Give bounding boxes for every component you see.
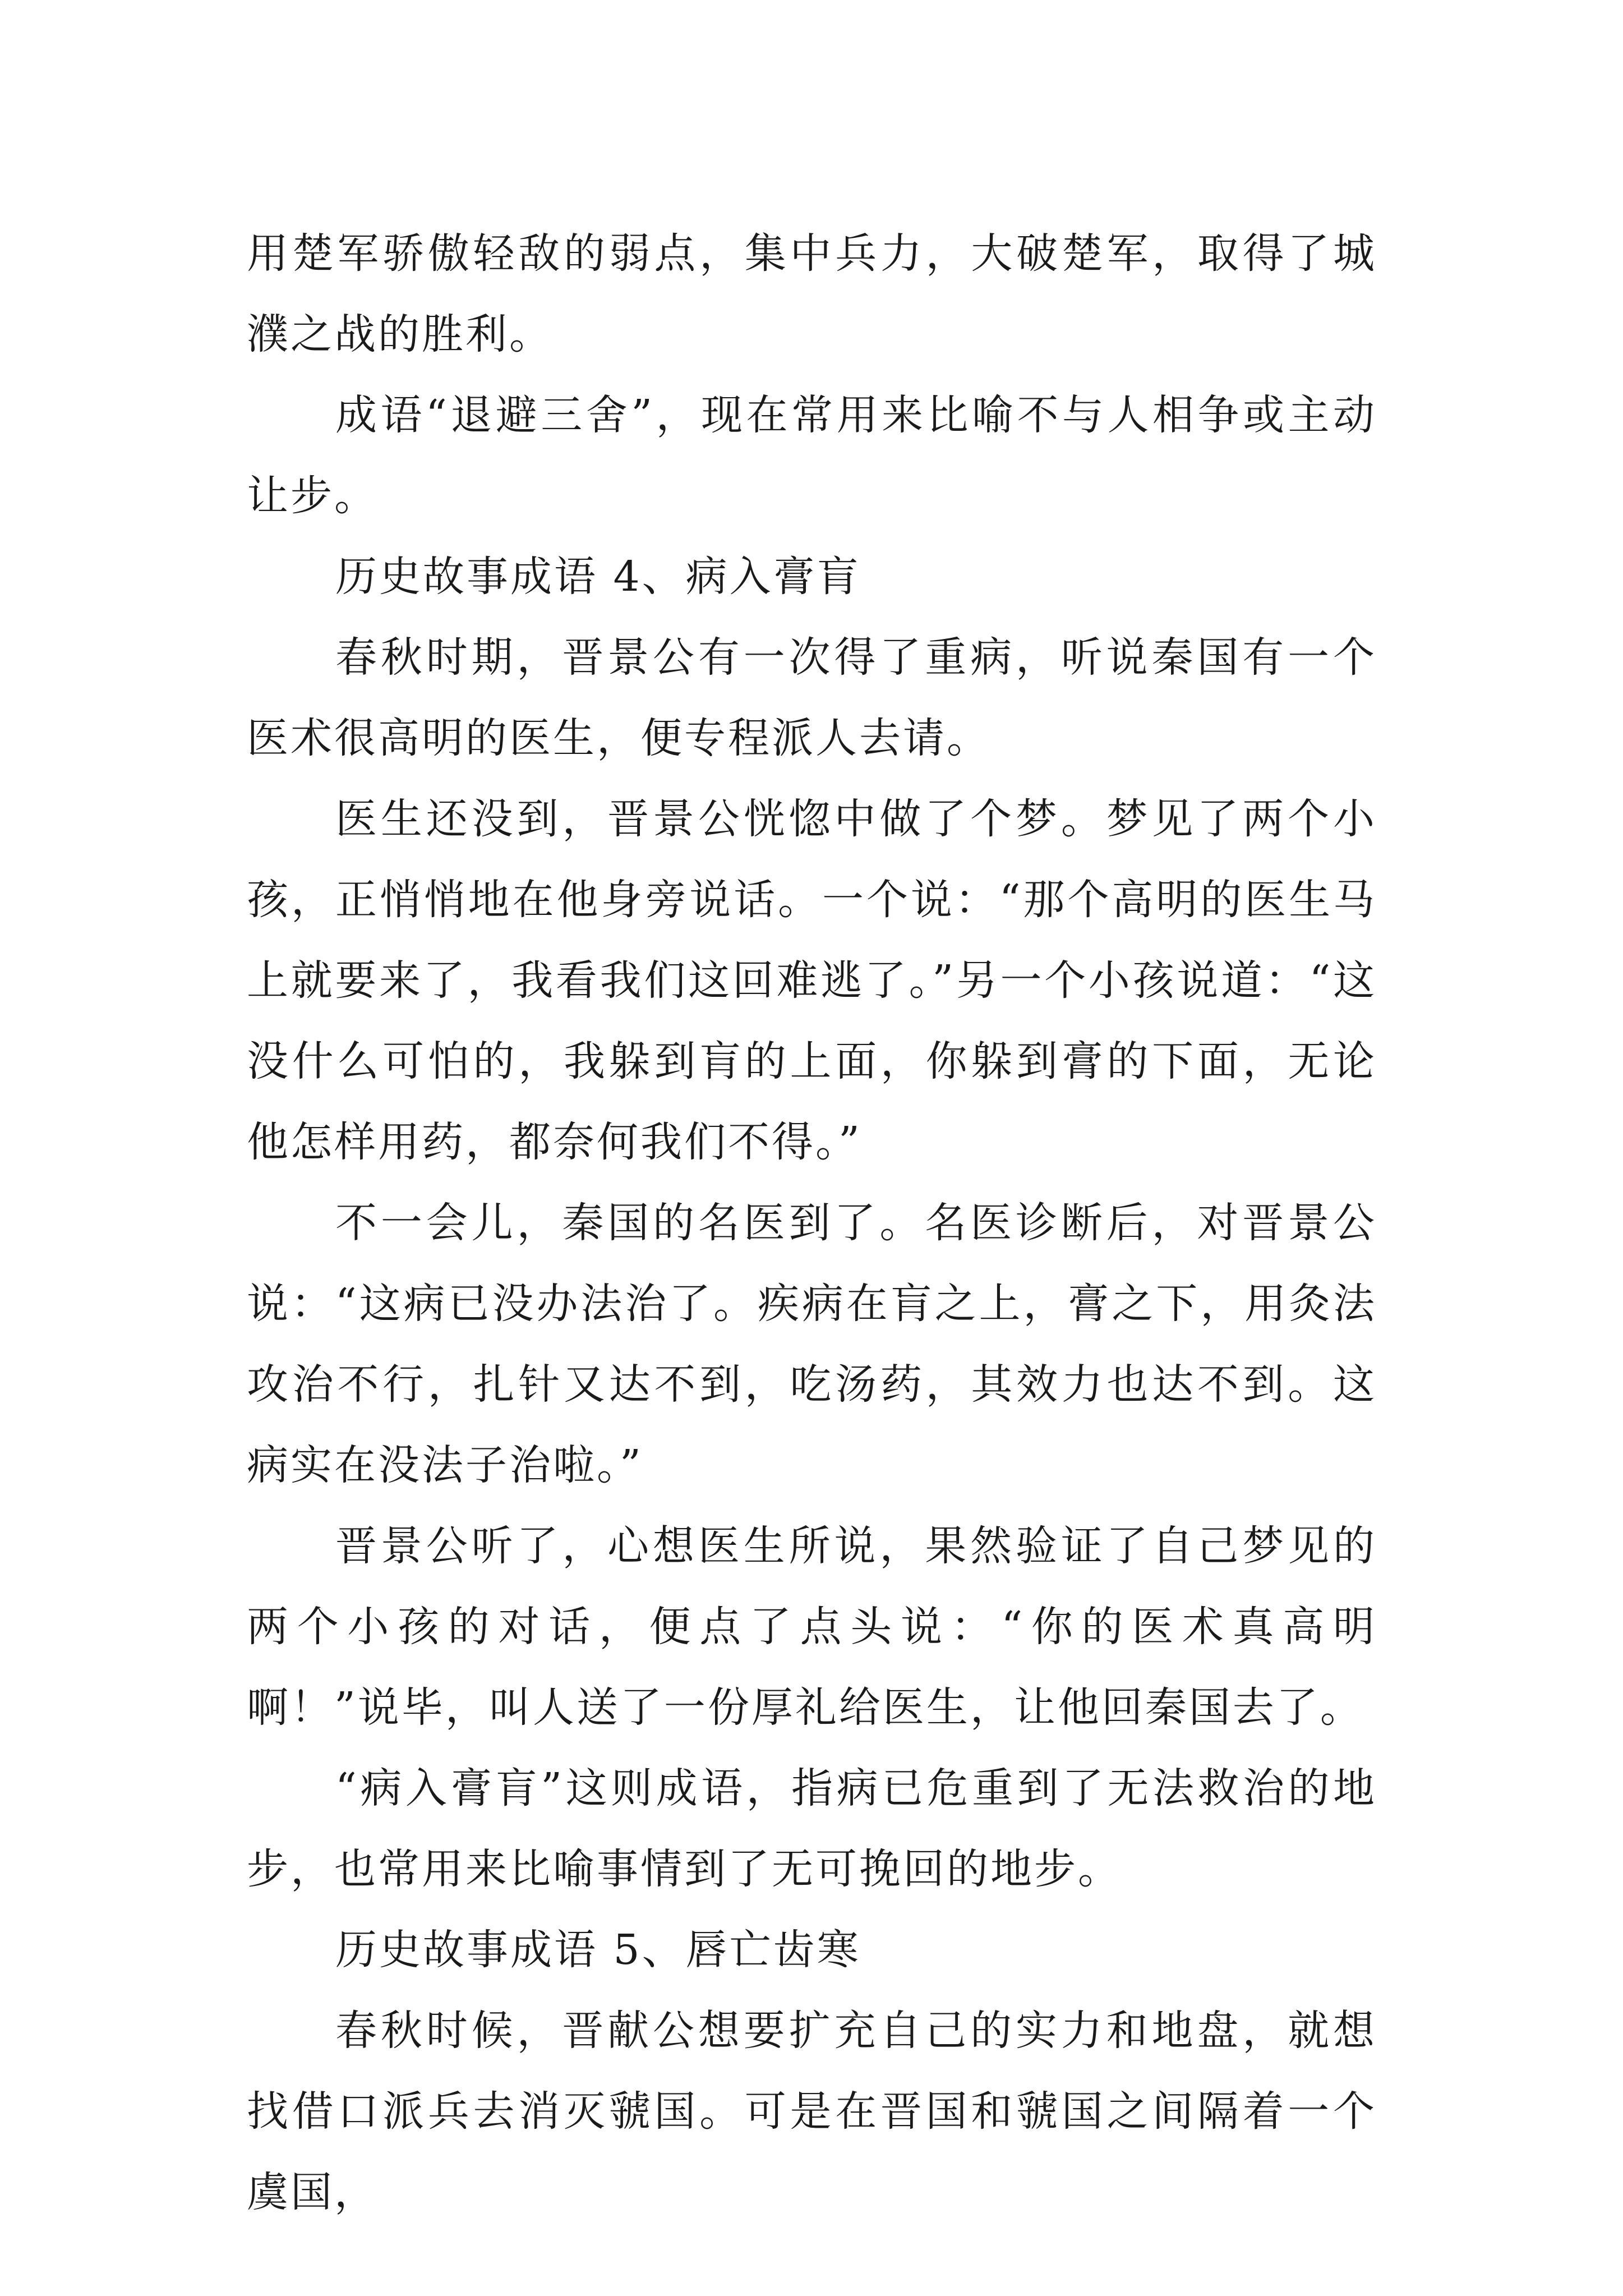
- paragraph-continuation: 用楚军骄傲轻敌的弱点，集中兵力，大破楚军，取得了城濮之战的胜利。: [247, 229, 1377, 358]
- document-body: [247, 213, 1377, 2233]
- paragraph: 医生还没到，晋景公恍惚中做了个梦。梦见了两个小孩，正悄悄地在他身旁说话。一个说：“那个高明的医生马上就要来了，我看我们这回难逃了。”另一个小孩说道：“这没什么可怕的，我躲到肓的上面，你躲到膏的下面，无论他怎样用药，都奈何我们不得。”: [247, 795, 1377, 1166]
- paragraph: “病入膏肓”这则成语，指病已危重到了无法救治的地步，也常用来比喻事情到了无可挽回的地步。: [247, 1764, 1377, 1893]
- paragraph: 春秋时候，晋献公想要扩充自己的实力和地盘，就想找借口派兵去消灭虢国。可是在晋国和虢国之间隔着一个虞国，: [247, 2007, 1377, 2216]
- paragraph: 成语“退避三舍”，现在常用来比喻不与人相争或主动让步。: [247, 391, 1377, 520]
- section-heading: 历史故事成语 5、唇亡齿寒: [335, 1926, 861, 1974]
- paragraph: 晋景公听了，心想医生所说，果然验证了自己梦见的两个小孩的对话，便点了点头说：“你的医术真高明啊！”说毕，叫人送了一份厚礼给医生，让他回秦国去了。: [247, 1522, 1377, 1732]
- paragraph: 不一会儿，秦国的名医到了。名医诊断后，对晋景公说：“这病已没办法治了。疾病在肓之上，膏之下，用灸法攻治不行，扎针又达不到，吃汤药，其效力也达不到。这病实在没法子治啦。”: [247, 1199, 1377, 1489]
- paragraph: 春秋时期，晋景公有一次得了重病，听说秦国有一个医术很高明的医生，便专程派人去请。: [247, 633, 1377, 762]
- section-heading: 历史故事成语 4、病入膏肓: [335, 553, 861, 601]
